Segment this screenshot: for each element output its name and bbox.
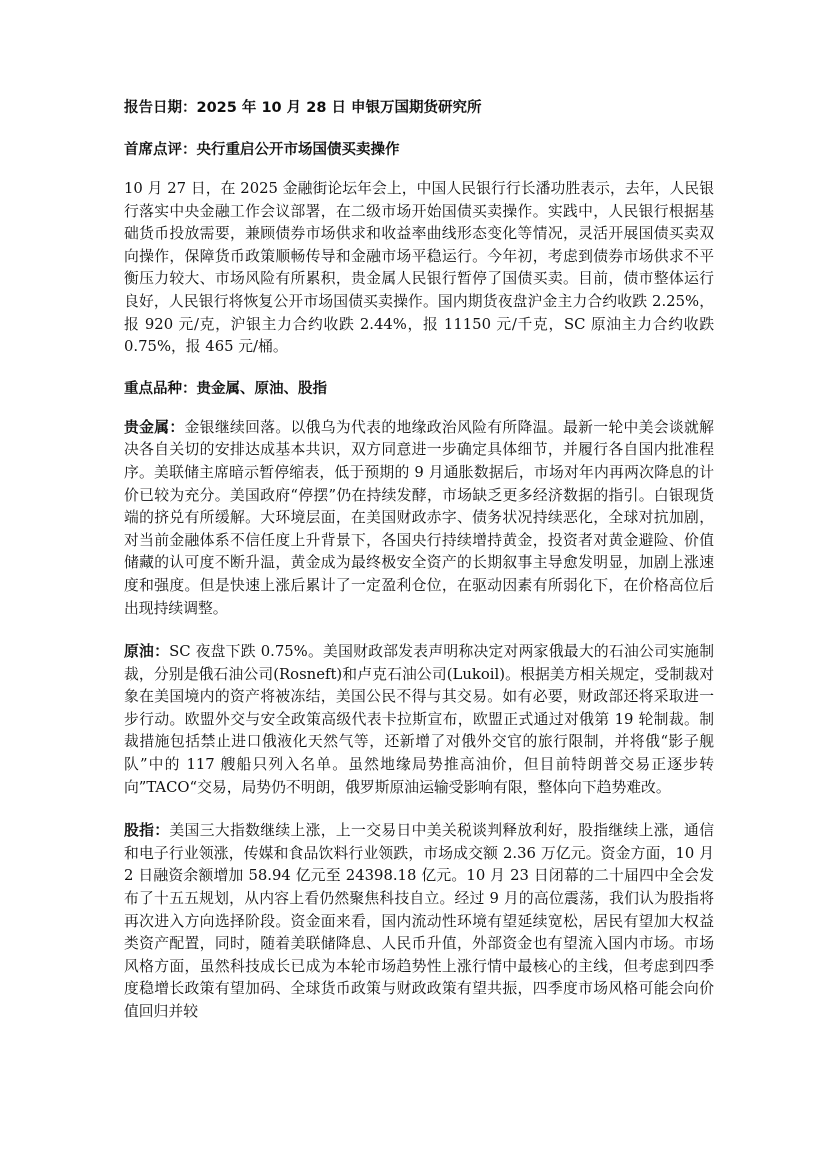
crude-oil-text: SC 夜盘下跌 0.75%。美国财政部发表声明称决定对两家俄最大的石油公司实施制裁，分别是俄石油公司(Rosneft)和卢克石油公司(Lukoil)。根据美方相关规定，受制裁对象在美国境内的资产将被冻结，美国公民不得与其交易。如有必要，财政部还将采取进一步行动。欧盟外交与安全政策高级代表卡拉斯宣布，欧盟正式通过对俄第 19 轮制裁。制裁措施包括禁止进口俄液化天然气等，还新增了对俄外交官的旅行限制，并将俄“影子舰队”中的 117 艘船只列入名单。虽然地缘局势推高油价，但目前特朗普交易正逐步转向”TACO“交易，局势仍不明朗，俄罗斯原油运输受影响有限，整体向下趋势难改。 [124, 643, 714, 796]
crude-oil-paragraph [124, 641, 714, 799]
stock-index-label: 股指： [124, 822, 170, 840]
precious-metals-label: 贵金属： [124, 418, 185, 436]
report-page [124, 96, 714, 1024]
key-products-heading: 重点品种：贵金属、原油、股指 [124, 380, 327, 397]
report-date-heading: 报告日期：2025 年 10 月 28 日 申银万国期货研究所 [124, 100, 482, 116]
chief-comment-paragraph: 10 月 27 日，在 2025 金融街论坛年会上，中国人民银行行长潘功胜表示，去年，人民银行落实中央金融工作会议部署，在二级市场开始国债买卖操作。实践中，人民银行根据基础货币投放需要，兼顾债券市场供求和收益率曲线形态变化等情况，灵活开展国债买卖双向操作，保障货币政策顺畅传导和金融市场平稳运行。今年初，考虑到债券市场供求不平衡压力较大、市场风险有所累积，贵金属人民银行暂停了国债买卖。目前，债市整体运行良好，人民银行将恢复公开市场国债买卖操作。国内期货夜盘沪金主力合约收跌 2.25%，报 920 元/克，沪银主力合约收跌 2.44%，报 11150 元/千克，SC 原油主力合约收跌 0.75%，报 465 元/桶。 [124, 180, 714, 356]
stock-index-text: 美国三大指数继续上涨，上一交易日中美关税谈判释放利好，股指继续上涨，通信和电子行业领涨，传媒和食品饮料行业领跌，市场成交额 2.36 万亿元。资金方面，10 月 2 日融资余额增加 58.94 亿元至 24398.18 亿元。10 月 23 日闭幕的二十届四中全会发布了十五五规划，从内容上看仍然聚焦科技自立。经过 9 月的高位震荡，我们认为股指将再次进入方向选择阶段。资金面来看，国内流动性环境有望延续宽松，居民有望加大权益类资产配置，同时，随着美联储降息、人民币升值，外部资金也有望流入国内市场。市场风格方面，虽然科技成长已成为本轮市场趋势性上涨行情中最核心的主线，但考虑到四季度稳增长政策有望加码、全球货币政策与财政政策有望共振，四季度市场风格可能会向价值回归并较 [124, 822, 714, 1020]
precious-metals-text: 金银继续回落。以俄乌为代表的地缘政治风险有所降温。最新一轮中美会谈就解决各自关切的安排达成基本共识，双方同意进一步确定具体细节，并履行各自国内批准程序。美联储主席暗示暂停缩表，低于预期的 9 月通胀数据后，市场对年内再两次降息的计价已较为充分。美国政府“停摆”仍在持续发酵，市场缺乏更多经济数据的指引。白银现货端的挤兑有所缓解。大环境层面，在美国财政赤字、债务状况持续恶化，全球对抗加剧，对当前金融体系不信任度上升背景下，各国央行持续增持黄金，投资者对黄金避险、价值储藏的认可度不断升温，黄金成为最终极安全资产的长期叙事主导愈发明显，加剧上涨速度和强度。但是快速上涨后累计了一定盈利仓位，在驱动因素有所弱化下，在价格高位后出现持续调整。 [124, 418, 714, 617]
stock-index-paragraph [124, 820, 714, 1023]
crude-oil-label: 原油： [124, 643, 170, 661]
precious-metals-paragraph [124, 417, 714, 620]
chief-comment-heading: 首席点评：央行重启公开市场国债买卖操作 [124, 142, 400, 158]
